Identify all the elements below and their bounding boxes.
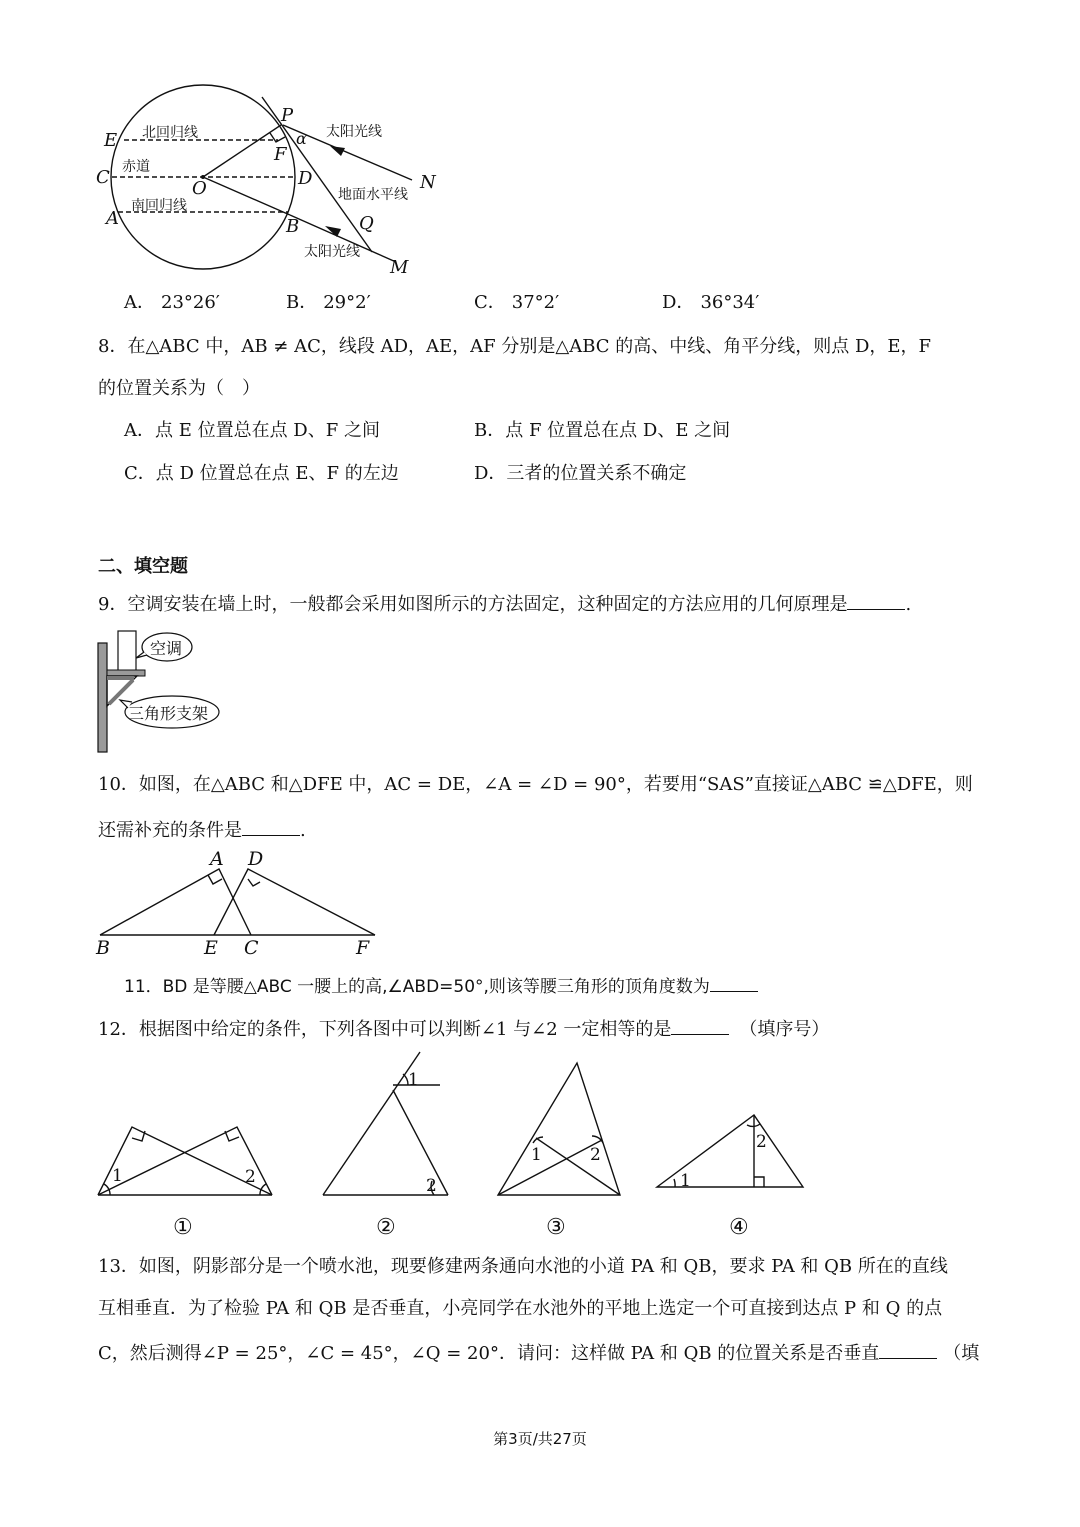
ac-label: 空调 bbox=[150, 639, 183, 658]
q12-text: 12．根据图中给定的条件，下列各图中可以判断∠1 与∠2 一定相等的是 （填序号） bbox=[98, 1016, 829, 1041]
q8-line2: 的位置关系为（ ） bbox=[98, 378, 260, 399]
q10-line1: 10．如图，在△ABC 和△DFE 中，AC = DE，∠A = ∠D = 90°，若要用“SAS”直接证△ABC ≌△DFE，则 bbox=[98, 774, 973, 795]
fig4-angle2: 2 bbox=[756, 1132, 767, 1152]
q8-option-b: B．点 F 位置总在点 D、E 之间 bbox=[474, 420, 731, 441]
label-tropic-south: 南回归线 bbox=[131, 198, 187, 214]
caption-1: ① bbox=[173, 1215, 193, 1240]
point-E: E bbox=[204, 937, 218, 959]
q9-figure bbox=[90, 628, 330, 758]
fig4-angle1: 1 bbox=[680, 1171, 691, 1191]
point-M: M bbox=[390, 257, 409, 278]
caption-2: ② bbox=[376, 1215, 396, 1240]
q7-option-d: D． 36°34′ bbox=[662, 292, 760, 313]
air-conditioner bbox=[118, 631, 136, 672]
point-F: F bbox=[356, 937, 370, 959]
right-angle-a bbox=[208, 875, 222, 884]
label-sunlight-bottom: 太阳光线 bbox=[304, 244, 360, 260]
label-equator: 赤道 bbox=[122, 159, 150, 175]
point-A: A bbox=[106, 208, 119, 229]
q7-figure bbox=[0, 0, 460, 290]
q8-option-a: A．点 E 位置总在点 D、F 之间 bbox=[124, 420, 380, 441]
q12-figure-2 bbox=[323, 1052, 448, 1195]
radius-op bbox=[203, 125, 281, 177]
point-D: D bbox=[298, 168, 313, 189]
q8-line1: 8．在△ABC 中，AB ≠ AC，线段 AD，AE，AF 分别是△ABC 的高、中线、角平分线，则点 D，E，F bbox=[98, 336, 932, 357]
fig3-angle1: 1 bbox=[531, 1145, 542, 1165]
point-N: N bbox=[420, 172, 436, 193]
label-tropic-north: 北回归线 bbox=[142, 125, 198, 141]
point-F: F bbox=[274, 144, 287, 165]
point-D: D bbox=[248, 848, 264, 870]
q11-answer-blank[interactable] bbox=[710, 973, 758, 992]
page-number: 第3页/共27页 bbox=[493, 1430, 587, 1448]
q9-text: 9．空调安装在墙上时，一般都会采用如图所示的方法固定，这种固定的方法应用的几何原理是 . bbox=[98, 591, 911, 616]
fig2-angle1: 1 bbox=[408, 1070, 419, 1090]
point-P: P bbox=[281, 105, 294, 126]
point-E: E bbox=[104, 130, 118, 151]
triangle-dfe bbox=[214, 869, 375, 935]
q12-answer-blank[interactable] bbox=[671, 1016, 729, 1035]
q8-option-d: D．三者的位置关系不确定 bbox=[474, 463, 687, 484]
caption-3: ③ bbox=[546, 1215, 566, 1240]
point-B: B bbox=[286, 216, 300, 237]
point-B: B bbox=[96, 937, 110, 959]
q11-text: 11．BD 是等腰△ABC 一腰上的高,∠ABD=50°,则该等腰三角形的顶角度数为 bbox=[124, 973, 758, 998]
q7-option-b: B． 29°2′ bbox=[286, 292, 371, 313]
point-Q: Q bbox=[359, 213, 374, 234]
q13-answer-blank[interactable] bbox=[879, 1340, 937, 1359]
label-sunlight-top: 太阳光线 bbox=[326, 124, 382, 140]
q13-line1: 13．如图，阴影部分是一个喷水池，现要修建两条通向水池的小道 PA 和 QB，要求 PA 和 QB 所在的直线 bbox=[98, 1256, 948, 1277]
fig3-angle2: 2 bbox=[590, 1145, 601, 1165]
q13-line3: C，然后测得∠P = 25°，∠C = 45°，∠Q = 20°．请问：这样做 PA 和 QB 的位置关系是否垂直 （填 bbox=[98, 1340, 979, 1365]
wall bbox=[98, 643, 107, 752]
q12-figure-4 bbox=[657, 1115, 803, 1187]
bracket-top bbox=[107, 670, 145, 676]
q12-figures bbox=[90, 1045, 990, 1245]
right-angle-d bbox=[248, 879, 260, 886]
fig1-angle1: 1 bbox=[112, 1166, 123, 1186]
bracket-label: 三角形支架 bbox=[128, 704, 209, 723]
q7-option-a: A． 23°26′ bbox=[124, 292, 220, 313]
q10-answer-blank[interactable] bbox=[242, 817, 300, 836]
q10-figure bbox=[90, 848, 390, 958]
point-A: A bbox=[210, 848, 224, 870]
caption-4: ④ bbox=[729, 1215, 749, 1240]
point-O: O bbox=[192, 178, 207, 199]
section-title: 二、填空题 bbox=[98, 556, 188, 577]
radius-ob bbox=[203, 177, 290, 215]
q7-option-c: C． 37°2′ bbox=[474, 292, 560, 313]
q10-line2: 还需补充的条件是 . bbox=[98, 817, 306, 842]
angle-alpha: α bbox=[296, 129, 307, 148]
q9-answer-blank[interactable] bbox=[847, 591, 905, 610]
fig1-angle2: 2 bbox=[245, 1167, 256, 1187]
q12-figure-3 bbox=[498, 1063, 620, 1195]
q13-line2: 互相垂直．为了检验 PA 和 QB 是否垂直，小亮同学在水池外的平地上选定一个可直接到达点 P 和 Q 的点 bbox=[98, 1298, 943, 1319]
triangle-abc bbox=[100, 869, 251, 935]
fig2-angle2: 2 bbox=[426, 1176, 437, 1196]
label-ground-horizon: 地面水平线 bbox=[338, 187, 408, 203]
point-C: C bbox=[244, 937, 259, 959]
point-C: C bbox=[96, 167, 110, 188]
q8-option-c: C．点 D 位置总在点 E、F 的左边 bbox=[124, 463, 399, 484]
arrow-top bbox=[330, 146, 345, 156]
